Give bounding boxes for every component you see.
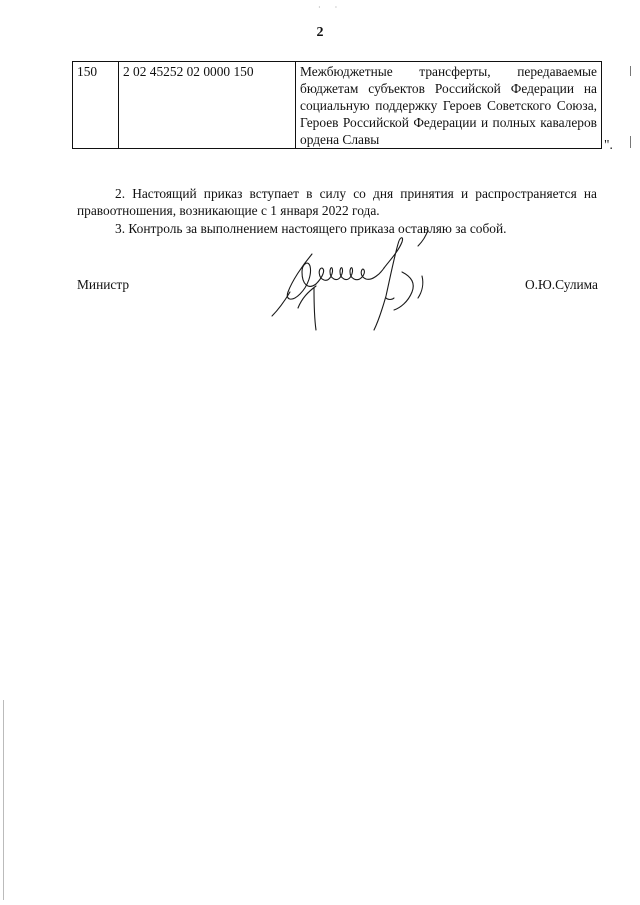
signatory-name: О.Ю.Сулима [524, 277, 598, 292]
scan-margin-mark [630, 136, 631, 148]
budget-classification-table [72, 61, 602, 149]
table-row [73, 62, 602, 149]
scan-artifact: · · [318, 3, 344, 12]
handwritten-signature [262, 226, 432, 338]
paragraph-effective-date: 2. Настоящий приказ вступает в силу со дня принятия и распространяется на правоотношения, возникающие с 1 января 2022 года. [77, 186, 597, 218]
paragraph-control: 3. Контроль за выполнением настоящего приказа оставляю за собой. [115, 221, 507, 236]
scan-margin-mark [3, 700, 4, 900]
signatory-position: Министр [77, 277, 130, 292]
page-number: 2 [316, 25, 324, 40]
closing-quote: ". [604, 137, 613, 152]
classification-code-cell: 2 02 45252 02 0000 150 [119, 62, 296, 149]
scan-margin-mark [630, 66, 631, 76]
income-code-cell: 150 [73, 62, 119, 149]
description-cell: Межбюджетные трансферты, передаваемые бюджетам субъектов Российской Федерации на социальную поддержку Героев Советского Союза, Героев Российской Федерации и полных кавалеров ордена Славы [296, 62, 602, 149]
